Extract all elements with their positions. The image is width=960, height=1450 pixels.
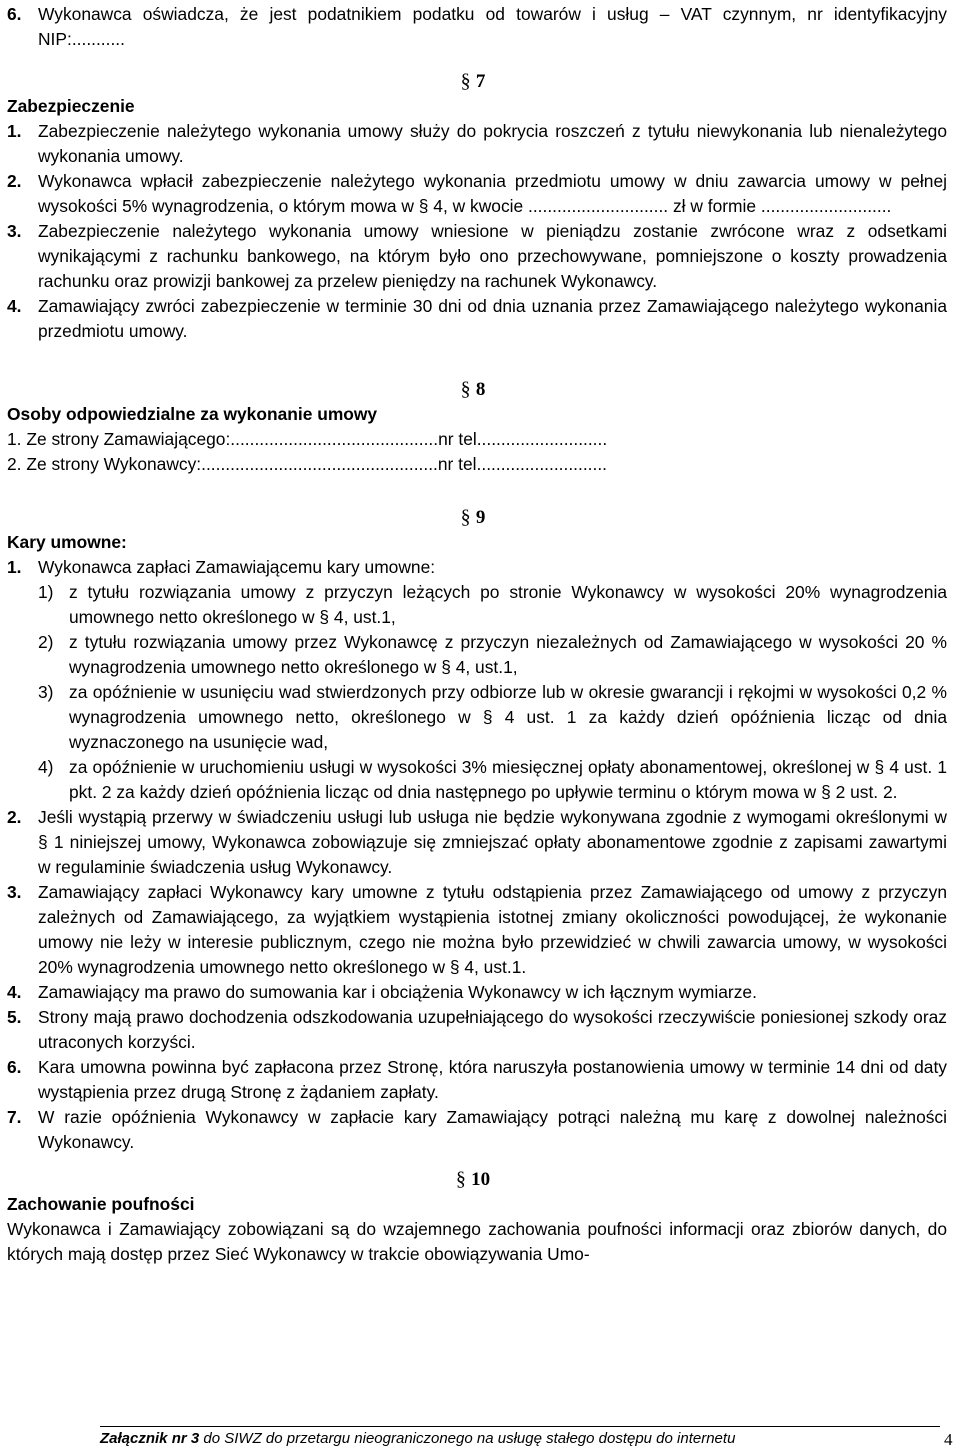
item-text: Zamawiający zapłaci Wykonawcy kary umowne z tytułu odstąpienia przez Zamawiającego od umowy z przyczyn zależnych od Zamawiającego, za wyjątkiem wystąpienia istotnej zmiany okoliczności powodującej, że wykonanie umowy nie leży w interesie publicznym, czego nie można było przewidzieć w chwili zawarcia umowy, w wysokości 20% wynagrodzenia umownego netto określonego w § 4, ust.1.: [38, 882, 947, 977]
item-number: 3.: [7, 221, 22, 241]
section-title: Kary umowne:: [7, 532, 127, 552]
section-sign: §: [460, 506, 471, 528]
item-text: Zamawiający zwróci zabezpieczenie w terminie 30 dni od dnia uznania przez Zamawiającego należytego wykonania przedmiotu umowy.: [38, 296, 947, 341]
item-number: 3.: [7, 882, 22, 902]
sub-list-item: [7, 630, 947, 680]
item-text: Wykonawca wpłacił zabezpieczenie należytego wykonania przedmiotu umowy w dniu zawarcia umowy w pełnej wysokości 5% wynagrodzenia, o którym mowa w § 4, w kwocie ............................. zł w formie ...........................: [38, 171, 947, 216]
list-item: [7, 119, 947, 169]
footer-attachment-label: Załącznik nr 3: [100, 1430, 200, 1447]
item-text: Wykonawca oświadcza, że jest podatnikiem podatku od towarów i usług – VAT czynnym, nr identyfikacyjny NIP:...........: [38, 4, 947, 49]
list-item: [7, 1005, 947, 1055]
item-number: 1.: [7, 557, 22, 577]
item-number: 2.: [7, 807, 22, 827]
section-number: 9: [475, 507, 486, 528]
list-item: [7, 805, 947, 880]
item-text: Strony mają prawo dochodzenia odszkodowania uzupełniającego do wysokości rzeczywiście poniesionej szkody oraz utraconych korzyści.: [38, 1007, 947, 1052]
item-text: za opóźnienie w uruchomieniu usługi w wysokości 3% miesięcznej opłaty abonamentowej, określonej w § 4 ust. 1 pkt. 2 za każdy dzień opóźnienia licząc od dnia następnego po upływie terminu o którym mowa w § 2 ust. 2.: [69, 757, 947, 802]
footer-text: do SIWZ do przetargu nieograniczonego na usługę stałego dostępu do internetu: [199, 1430, 736, 1447]
item-text: Zabezpieczenie należytego wykonania umowy wniesione w pieniądzu zostanie zwrócone wraz z odsetkami wynikającymi z rachunku bankowego, na którym było ono przechowywane, pomniejszone o koszty prowadzenia rachunku oraz prowizji bankowej za przelew pieniędzy na rachunek Wykonawcy.: [38, 221, 947, 291]
item-number: 1.: [7, 121, 22, 141]
list-item: [7, 427, 947, 452]
list-item: [7, 1055, 947, 1105]
item-number: 4.: [7, 296, 22, 316]
item-text: za opóźnienie w usunięciu wad stwierdzonych przy odbiorze lub w okresie gwarancji i rękojmi w wysokości 0,2 % wynagrodzenia umownego netto, określonego w § 4 ust. 1 za każdy dzień opóźnienia licząc od dnia wyznaczonego na usunięcie wad,: [69, 682, 947, 752]
item-text: Zamawiający ma prawo do sumowania kar i obciążenia Wykonawcy w ich łącznym wymiarze.: [38, 982, 757, 1002]
section-heading-7: [3, 69, 943, 94]
section-sign: §: [460, 378, 471, 400]
list-item: [7, 452, 947, 477]
document-page: [7, 2, 947, 1267]
item-number: 3): [38, 682, 54, 702]
sub-list-item: [7, 680, 947, 755]
section-title: Osoby odpowiedzialne za wykonanie umowy: [7, 404, 378, 424]
item-number: 4.: [7, 982, 22, 1002]
section-sign: §: [460, 70, 471, 92]
sub-list-item: [7, 755, 947, 805]
item-text: Ze strony Wykonawcy:.................................................nr tel...........................: [26, 454, 607, 474]
section-heading-8: [3, 377, 943, 402]
item-text: Kara umowna powinna być zapłacona przez Stronę, która naruszyła postanowienia umowy w terminie 14 dni od daty wystąpienia przez drugą Stronę z żądaniem zapłaty.: [38, 1057, 947, 1102]
section-number: 7: [475, 71, 486, 92]
list-item: [7, 2, 947, 52]
section-number: 8: [475, 379, 486, 400]
footer-divider: [100, 1426, 940, 1427]
section-title: Zabezpieczenie: [7, 96, 135, 116]
section-heading-10: [3, 1167, 943, 1192]
item-text: z tytułu rozwiązania umowy z przyczyn leżących po stronie Wykonawcy w wysokości 20% wynagrodzenia umownego netto określonego w § 4, ust.1,: [69, 582, 947, 627]
section-heading-9: [3, 505, 943, 530]
item-text: Zabezpieczenie należytego wykonania umowy służy do pokrycia roszczeń z tytułu niewykonania lub nienależytego wykonania umowy.: [38, 121, 947, 166]
item-number: 1.: [7, 429, 22, 449]
section-title: Zachowanie poufności: [7, 1194, 195, 1214]
item-number: 5.: [7, 1007, 22, 1027]
section-number: 10: [471, 1169, 491, 1190]
list-item: [7, 294, 947, 344]
item-number: 2): [38, 632, 54, 652]
item-text: Wykonawca zapłaci Zamawiającemu kary umowne:: [38, 557, 436, 577]
item-number: 7.: [7, 1107, 22, 1127]
page-footer: [100, 1430, 735, 1447]
item-number: 6.: [7, 1057, 22, 1077]
item-text: Jeśli wystąpią przerwy w świadczeniu usługi lub usługa nie będzie wykonywana zgodnie z wymogami określonymi w § 1 niniejszej umowy, Wykonawca zobowiązuje się zmniejszać opłaty abonamentowe zgodnie z zapisami zawartymi w regulaminie świadczenia usług Wykonawcy.: [38, 807, 947, 877]
item-number: 1): [38, 582, 54, 602]
item-number: 2.: [7, 454, 22, 474]
list-item: [7, 980, 947, 1005]
list-item: [7, 1105, 947, 1155]
list-item: [7, 219, 947, 294]
page-number: 4: [944, 1430, 953, 1449]
section-sign: §: [455, 1168, 466, 1190]
list-item: [7, 555, 947, 580]
item-number: 4): [38, 757, 54, 777]
item-text: W razie opóźnienia Wykonawcy w zapłacie kary Zamawiający potrąci należną mu karę z dowolnej należności Wykonawcy.: [38, 1107, 947, 1152]
list-item: [7, 880, 947, 980]
item-text: z tytułu rozwiązania umowy przez Wykonawcę z przyczyn niezależnych od Zamawiającego w wysokości 20 % wynagrodzenia umownego netto określonego w § 4, ust.1,: [69, 632, 947, 677]
sub-list-item: [7, 580, 947, 630]
item-number: 2.: [7, 171, 22, 191]
paragraph: Wykonawca i Zamawiający zobowiązani są do wzajemnego zachowania poufności informacji oraz zbiorów danych, do których mają dostęp przez Sieć Wykonawcy w trakcie obowiązywania Umo-: [7, 1219, 947, 1264]
item-number: 6.: [7, 4, 22, 24]
item-text: Ze strony Zamawiającego:...........................................nr tel...........................: [26, 429, 608, 449]
list-item: [7, 169, 947, 219]
